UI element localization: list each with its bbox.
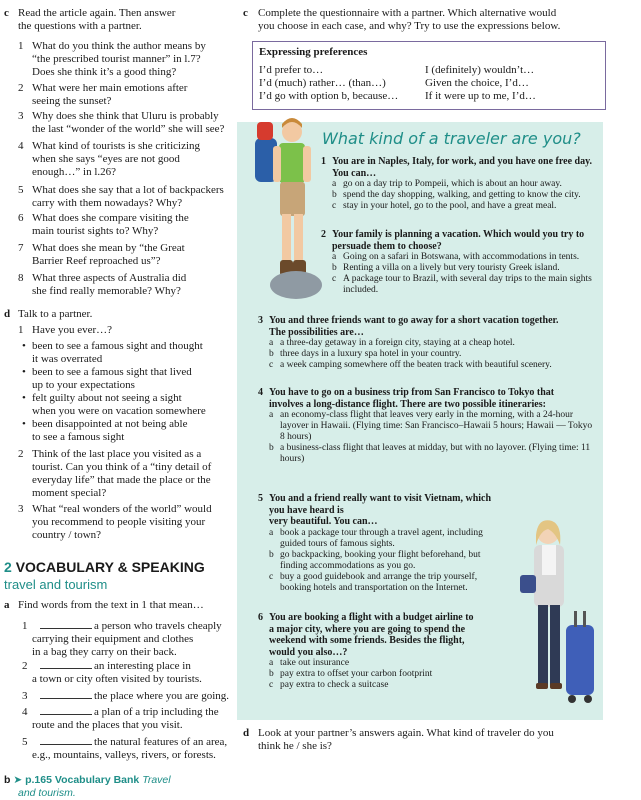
quiz-question-number: 2 — [321, 229, 326, 240]
quiz-question — [258, 315, 598, 371]
quiz-option[interactable] — [258, 338, 598, 349]
option-text: A package tour to Brazil, with several day trips to the main sights included. — [343, 274, 592, 295]
option-text: a business-class flight that leaves at midday, but with no layover. (Flying time: 11 hours) — [280, 443, 591, 464]
question-text: What three aspects of Australia did she find really memorable? Why? — [32, 272, 187, 297]
question-text: What do you think the author means by “the prescribed tourist manner” in l.7? Does she think it’s a good thing? — [32, 40, 206, 78]
question-item — [18, 82, 233, 108]
vocab-bank-reference[interactable]: b ➤ p.165 Vocabulary Bank Travel — [4, 774, 171, 786]
option-letter: a — [332, 179, 337, 189]
option-letter: b — [269, 349, 274, 359]
question-number: 2 — [18, 448, 24, 460]
bullet-item: • been to see a famous sight and thought it was overrated — [22, 340, 203, 365]
quiz-question — [321, 156, 597, 212]
section-a-intro: Find words from the text in 1 that mean… — [18, 599, 204, 611]
vocab-bank-link[interactable]: p.165 Vocabulary Bank — [25, 774, 140, 786]
quiz-question-number: 1 — [321, 156, 326, 167]
option-letter: b — [269, 443, 274, 453]
vocab-definition: 5 the natural features of an area, e.g., mountains, valleys, rivers, or forests. — [22, 736, 228, 761]
option-text: pay extra to offset your carbon footprint — [280, 669, 433, 679]
section-c-letter: c — [4, 7, 9, 19]
question-item — [18, 272, 233, 298]
option-text: Going on a safari in Botswana, with accommodations in tents. — [343, 252, 580, 262]
question-item — [18, 140, 233, 179]
section-d2-letter: d — [243, 727, 250, 739]
option-text: book a package tour through a travel agent, including guided tours of famous sights. — [280, 527, 483, 549]
backpacker-illustration — [252, 110, 324, 305]
question-number: 7 — [18, 242, 24, 254]
option-letter: b — [332, 190, 337, 200]
option-text: a week camping somewhere off the beaten track with beautiful scenery. — [280, 360, 552, 370]
definition-number: 1 — [22, 620, 28, 632]
option-letter: c — [332, 201, 337, 211]
option-letter: a — [269, 410, 274, 420]
talk-question: 2 Think of the last place you visited as a tourist. Can you think of a “tiny detail of everyday life” that made the place or the moment special? — [18, 448, 212, 499]
bullet-icon: • — [22, 392, 26, 404]
option-letter: c — [269, 680, 274, 690]
answer-blank[interactable] — [40, 620, 92, 629]
quiz-question — [258, 387, 598, 465]
option-letter: b — [269, 669, 274, 679]
option-letter: a — [269, 527, 274, 538]
question-number: 4 — [18, 140, 24, 152]
question-item — [18, 212, 233, 238]
question-number: 5 — [18, 184, 24, 196]
answer-blank[interactable] — [40, 706, 92, 715]
vocab-definition: 2 an interesting place in a town or city often visited by tourists. — [22, 660, 202, 685]
vocab-definition: 1 a person who travels cheaply carrying their equipment and clothes in a bag they carry on their back. — [22, 620, 222, 658]
quiz-question-text: You are in Naples, Italy, for work, and you have one free day. You can… — [332, 156, 593, 179]
definition-number: 5 — [22, 736, 28, 748]
quiz-question — [258, 612, 508, 691]
quiz-option[interactable] — [258, 658, 508, 669]
talk-question: 3 What “real wonders of the world” would you recommend to people visiting your country / town? — [18, 503, 212, 541]
quiz-option[interactable] — [321, 179, 597, 190]
quiz-option[interactable] — [258, 550, 508, 572]
option-text: an economy-class flight that leaves very early in the morning, with a 24-hour layover in Hawaii. (Flying time: San Francisco–Hawaii 5 hours; Hawaii — Tokyo 8 hours) — [280, 410, 593, 442]
section-c2-intro: Complete the questionnaire with a partner. Which alternative would you choose in each case, and why? Try to use the expressions below. — [258, 7, 561, 32]
vocab-bank-reference-cont: and tourism. — [18, 787, 76, 799]
question-text: What does she compare visiting the main tourist sights to? Why? — [32, 212, 189, 237]
question-number: 3 — [18, 503, 24, 515]
definition-number: 3 — [22, 690, 28, 702]
vocab-subheading: travel and tourism — [4, 577, 108, 592]
quiz-option[interactable] — [321, 263, 597, 274]
bullet-icon: • — [22, 366, 26, 378]
box-title: Expressing preferences — [259, 46, 368, 58]
question-text: What does she say that a lot of backpackers carry with them nowadays? Why? — [32, 184, 224, 209]
question-item — [18, 242, 233, 268]
definition-number: 4 — [22, 706, 28, 718]
option-text: go backpacking, booking your flight beforehand, but finding accommodations as you go. — [280, 549, 481, 571]
quiz-option[interactable] — [258, 443, 598, 465]
preference-phrase: I’d prefer to… — [259, 64, 324, 76]
answer-blank[interactable] — [40, 736, 92, 745]
box-right-phrases — [425, 64, 536, 103]
option-letter: c — [269, 360, 274, 370]
questionnaire-title: What kind of a traveler are you? — [322, 129, 581, 148]
section-c-intro: Read the article again. Then answer the questions with a partner. — [18, 7, 176, 32]
question-number: 2 — [18, 82, 24, 94]
question-item — [18, 184, 233, 210]
section-d-letter: d — [4, 308, 11, 320]
option-text: stay in your hotel, go to the pool, and have a great meal. — [343, 201, 557, 211]
quiz-question-text: You are booking a flight with a budget airline to a major city, where you are going to spend the weekend with some friends. Besides the flight, would you also…? — [269, 612, 474, 658]
section-d2-text: Look at your partner’s answers again. What kind of traveler do you think he / she is? — [258, 727, 554, 752]
quiz-option[interactable] — [321, 190, 597, 201]
question-item — [18, 110, 233, 136]
quiz-option[interactable] — [258, 669, 508, 680]
section-b-letter: b — [4, 774, 11, 786]
arrow-icon: ➤ — [13, 774, 23, 786]
question-text: Why does she think that Uluru is probably the last “wonder of the world” she will see? — [32, 110, 225, 135]
preference-phrase: Given the choice, I’d… — [425, 77, 529, 89]
option-letter: a — [269, 338, 274, 348]
question-text: What does she mean by “the Great Barrier Reef reproached us”? — [32, 242, 185, 267]
d1-number: 1 — [18, 324, 24, 336]
preference-phrase: I (definitely) wouldn’t… — [425, 64, 535, 76]
quiz-question-text: You have to go on a business trip from San Francisco to Tokyo that involves a long-distance flight. There are two possible itineraries: — [269, 387, 555, 410]
bullet-icon: • — [22, 418, 26, 430]
expressing-preferences-box — [252, 41, 606, 110]
quiz-question — [258, 493, 508, 594]
question-number: 8 — [18, 272, 24, 284]
section-d-intro: Talk to a partner. — [18, 308, 93, 320]
option-letter: a — [332, 252, 337, 262]
answer-blank[interactable] — [40, 660, 92, 669]
quiz-option[interactable] — [258, 572, 508, 594]
d1-text: Have you ever…? — [32, 324, 113, 336]
quiz-question-text: You and a friend really want to visit Vietnam, which you have heard is very beautiful. You can… — [269, 493, 492, 527]
option-text: a three-day getaway in a foreign city, staying at a cheap hotel. — [280, 338, 515, 348]
bullet-icon: • — [22, 340, 26, 352]
option-text: pay extra to check a suitcase — [280, 680, 389, 690]
quiz-question-text: You and three friends want to go away for a short vacation together. The possibilities are… — [269, 315, 559, 338]
quiz-question-number: 5 — [258, 493, 263, 504]
vocab-definition: 3 the place where you are going. — [22, 690, 229, 702]
option-text: three days in a luxury spa hotel in your country. — [280, 349, 462, 359]
option-letter: b — [332, 263, 337, 273]
quiz-option[interactable] — [258, 528, 508, 550]
quiz-option[interactable] — [321, 201, 597, 212]
preference-phrase: If it were up to me, I’d… — [425, 90, 536, 102]
option-letter: c — [269, 571, 274, 582]
traveler-with-suitcase-illustration — [510, 515, 600, 715]
preference-phrase: I’d go with option b, because… — [259, 90, 399, 102]
quiz-question-number: 6 — [258, 612, 263, 623]
option-text: Renting a villa on a lively but very touristy Greek island. — [343, 263, 560, 273]
option-letter: c — [332, 274, 337, 284]
quiz-option[interactable] — [258, 410, 598, 443]
option-letter: b — [269, 549, 274, 560]
quiz-option[interactable] — [321, 274, 597, 296]
question-text: What kind of tourists is she criticizing when she says “eyes are not good enough…” in l.26? — [32, 140, 201, 178]
quiz-option[interactable] — [321, 252, 597, 263]
section-c2-letter: c — [243, 7, 248, 19]
bullet-item: • felt guilty about not seeing a sight when you were on vacation somewhere — [22, 392, 206, 417]
vocab-heading: 2 VOCABULARY & SPEAKING — [4, 559, 205, 575]
quiz-question-text: Your family is planning a vacation. Which would you try to persuade them to choose? — [332, 229, 585, 252]
option-text: buy a good guidebook and arrange the trip yourself, booking hotels and transportation on the Internet. — [280, 571, 478, 593]
quiz-option[interactable] — [258, 360, 598, 371]
option-letter: a — [269, 658, 274, 668]
section-a-letter: a — [4, 599, 10, 611]
question-number: 3 — [18, 110, 24, 122]
box-left-phrases — [259, 64, 398, 103]
preference-phrase: I’d (much) rather… (than…) — [259, 77, 386, 89]
question-number: 6 — [18, 212, 24, 224]
quiz-question-number: 4 — [258, 387, 263, 398]
option-text: spend the day shopping, walking, and getting to know the city. — [343, 190, 581, 200]
option-text: take out insurance — [280, 658, 350, 668]
question-text: What were her main emotions after seeing the sunset? — [32, 82, 188, 107]
option-text: go on a day trip to Pompeii, which is about an hour away. — [343, 179, 562, 189]
quiz-option[interactable] — [258, 680, 508, 691]
answer-blank[interactable] — [40, 690, 92, 699]
quiz-question-number: 3 — [258, 315, 263, 326]
question-number: 1 — [18, 40, 24, 52]
vocab-definition: 4 a plan of a trip including the route and the places that you visit. — [22, 706, 219, 731]
definition-number: 2 — [22, 660, 28, 672]
bullet-item: • been disappointed at not being able to see a famous sight — [22, 418, 188, 443]
question-item — [18, 40, 233, 79]
quiz-question — [321, 229, 597, 296]
quiz-option[interactable] — [258, 349, 598, 360]
bullet-item: • been to see a famous sight that lived up to your expectations — [22, 366, 192, 391]
